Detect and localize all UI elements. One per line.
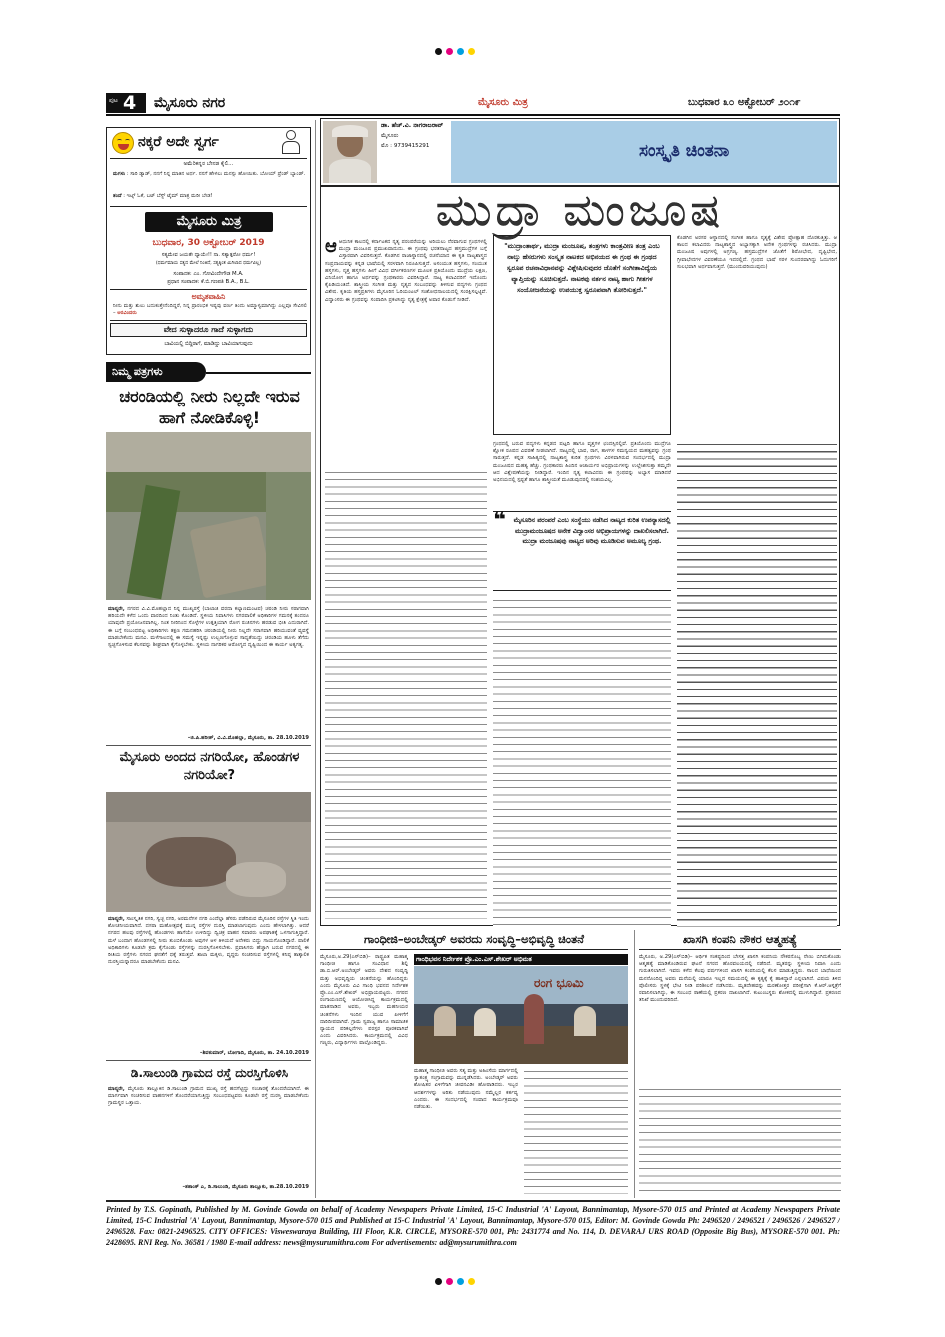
gandhi-story <box>320 930 628 1198</box>
author-photo <box>323 121 377 183</box>
letter-salutation: ಮಾನ್ಯರೇ, <box>108 606 125 612</box>
paper-name: ಮೈಸೂರು ಮಿತ್ರ <box>478 97 528 108</box>
gandhi-body-col1: ಮೈಸೂರು,ಅ.29(ಎಸ್‌ಬಿಡಿ)– ರಾಷ್ಟ್ರಪಿತ ಮಹಾತ್ಮ ಗಾಂಧೀಜಿ ಹಾಗೂ ಸಂವಿಧಾನ ಶಿಲ್ಪಿ ಡಾ.ಬಿ.ಆರ್.ಅಂಬೇಡ್ಕರ್ ಅವರು ದೇಶದ ಸಂವೃದ್ಧಿ ಮತ್ತು ಅಭಿವೃದ್ಧಿಯ ಚಿಂತನೆಯನ್ನು ಹೊಂದಿದ್ದರು ಎಂದು ಮೈಸೂರು ವಿವಿ ಗಾಂಧಿ ಭವನದ ನಿರ್ದೇಶಕ ಪ್ರೊ.ಎಂ.ಎಸ್.ಶೇಖರ್ ಅಭಿಪ್ರಾಯಪಟ್ಟರು. ನಗರದ ರಂಗಾಯಣದಲ್ಲಿ ಆಯೋಜಿಸಿದ್ದ ಕಾರ್ಯಕ್ರಮದಲ್ಲಿ ಮಾತನಾಡಿದ ಅವರು, ಇಬ್ಬರು ಮಹನೀಯರ ಚಿಂತನೆಗಳು ಇಂದಿನ ಯುವ ಪೀಳಿಗೆಗೆ ದಾರಿದೀಪವಾಗಿವೆ. ಗ್ರಾಮ ಸ್ವರಾಜ್ಯ ಹಾಗೂ ಸಾಮಾಜಿಕ ನ್ಯಾಯದ ಪರಿಕಲ್ಪನೆಗಳು ಪರಸ್ಪರ ಪೂರಕವಾಗಿವೆ ಎಂದು ವಿವರಿಸಿದರು. ಕಾರ್ಯಕ್ರಮದಲ್ಲಿ ವಿವಿಧ ಗಣ್ಯರು, ವಿದ್ಯಾರ್ಥಿಗಳು ಪಾಲ್ಗೊಂಡಿದ್ದರು. <box>320 954 408 1047</box>
suicide-body: ಮೈಸೂರು, ಅ.29(ಎಸ್‌ಬಿಡಿ)– ಆರ್ಥಿಕ ಸಂಕಷ್ಟದಿಂದ ಬೇಸತ್ತ ಖಾಸಗಿ ಕಂಪನಿಯ ನೌಕರನೊಬ್ಬ ನೇಣು ಬಿಗಿದುಕೊಂಡು ಆತ್ಮಹತ್ಯೆ ಮಾಡಿಕೊಂಡಿರುವ ಘಟನೆ ನಗರದ ಹೊರವಲಯದಲ್ಲಿ ನಡೆದಿದೆ. ಮೃತರನ್ನು ಸ್ಥಳೀಯ ನಿವಾಸಿ ಎಂದು ಗುರುತಿಸಲಾಗಿದೆ. ಇವರು ಕಳೆದ ಕೆಲವು ವರ್ಷಗಳಿಂದ ಖಾಸಗಿ ಕಂಪನಿಯಲ್ಲಿ ಕೆಲಸ ಮಾಡುತ್ತಿದ್ದರು. ಸಾಲದ ಬಾಧೆಯಿಂದ ಮನನೊಂದಿದ್ದ ಅವರು ಮನೆಯಲ್ಲಿ ಯಾರೂ ಇಲ್ಲದ ಸಮಯದಲ್ಲಿ ಈ ಕೃತ್ಯಕ್ಕೆ ಕೈ ಹಾಕಿದ್ದಾರೆ ಎನ್ನಲಾಗಿದೆ. ವಿಷಯ ತಿಳಿದ ಪೊಲೀಸರು ಸ್ಥಳಕ್ಕೆ ಭೇಟಿ ನೀಡಿ ಪರಿಶೀಲನೆ ನಡೆಸಿದರು. ಮೃತದೇಹವನ್ನು ಮರಣೋತ್ತರ ಪರೀಕ್ಷೆಗಾಗಿ ಕೆ.ಆರ್.ಆಸ್ಪತ್ರೆಗೆ ರವಾನಿಸಲಾಗಿದ್ದು, ಈ ಸಂಬಂಧ ಠಾಣೆಯಲ್ಲಿ ಪ್ರಕರಣ ದಾಖಲಾಗಿದೆ. ಕುಟುಂಬಸ್ಥರು ಶೋಕದಲ್ಲಿ ಮುಳುಗಿದ್ದಾರೆ. ಪ್ರಕರಣದ ತನಿಖೆ ಮುಂದುವರಿದಿದೆ. <box>639 954 841 1004</box>
ear-editor: ಸಂಪಾದಕ: ಎಂ. ಗೋವಿಂದೇಗೌಡ M.A. <box>173 271 244 277</box>
reg-dot-cyan <box>457 1278 464 1285</box>
author-phone: ಮೊ : 9739415291 <box>381 143 430 149</box>
feature-body-col1: ಆ ಆಧುನಿಕ ಕಾಲದಲ್ಲಿ ಕರ್ನಾಟಕದ ನೃತ್ಯ ಪರಂಪರೆಯನ್ನು ಅರಿಯಲು ನೆರವಾಗುವ ಗ್ರಂಥಗಳಲ್ಲಿ ಮುದ್ರಾ ಮಂಜೂಷ ಪ್ರಮುಖವಾದುದು. ಈ ಗ್ರಂಥವು ಭರತನಾಟ್ಯದ ಹಸ್ತಮುದ್ರೆಗಳ ಬಗ್ಗೆ ವಿಸ್ತಾರವಾಗಿ ವಿವರಿಸುತ್ತದೆ. ಕೊಡಗಿನ ರಾಜಾಸ್ಥಾನದಲ್ಲಿ ರಚನೆಯಾದ ಈ ಕೃತಿ ನಾಟ್ಯಶಾಸ್ತ್ರದ ಸಂಪ್ರದಾಯವನ್ನು ಕನ್ನಡ ಭಾಷೆಯಲ್ಲಿ ಸರಳವಾಗಿ ನಿರೂಪಿಸುತ್ತದೆ. ಅಸಂಯುತ ಹಸ್ತಗಳು, ಸಂಯುತ ಹಸ್ತಗಳು, ನೃತ್ತ ಹಸ್ತಗಳು ಹೀಗೆ ವಿವಿಧ ವರ್ಗೀಕರಣಗಳ ಮೂಲಕ ಪ್ರತಿಯೊಂದು ಮುದ್ರೆಯ ಲಕ್ಷಣ, ವಿನಿಯೋಗ ಹಾಗೂ ಅರ್ಥವನ್ನು ಗ್ರಂಥಕಾರರು ವಿವರಿಸಿದ್ದಾರೆ. ನಾಟ್ಯ ಕಲಾವಿದರಿಗೆ ಇದೊಂದು ಕೈಪಿಡಿಯಂತಿದೆ. ಶಾಸ್ತ್ರೀಯ ಸಂಗೀತ ಮತ್ತು ನೃತ್ಯದ ಸಂಬಂಧವನ್ನು ತಿಳಿಸುವ ಪದ್ಯಗಳು ಗ್ರಂಥದ ವಿಶೇಷ. ಕೃತಿಯ ಹಸ್ತಪ್ರತಿಗಳು ಮೈಸೂರಿನ ಓರಿಯಂಟಲ್ ಸಂಶೋಧನಾಲಯದಲ್ಲಿ ಸಂರಕ್ಷಿಸಲ್ಪಟ್ಟಿವೆ. ವಿದ್ವಾಂಸರು ಈ ಗ್ರಂಥವನ್ನು ಸಂಪಾದಿಸಿ ಪ್ರಕಟಿಸಿದ್ದು ನೃತ್ಯ ಕ್ಷೇತ್ರಕ್ಕೆ ಅಪಾರ ಕೊಡುಗೆ ನೀಡಿದೆ. <box>325 239 487 303</box>
masthead-rule <box>106 114 840 116</box>
feature-headline: ಮುದ್ರಾ ಮಂಜೂಷ <box>435 185 725 236</box>
letter-3-body: ಮಾನ್ಯರೇ, ಮೈಸೂರು ತಾಲ್ಲೂಕಿನ ಡಿ.ಸಾಲುಂಡಿ ಗ್ರಾಮದ ಮುಖ್ಯ ರಸ್ತೆ ಹದಗೆಟ್ಟಿದ್ದು ಸಂಚಾರಕ್ಕೆ ತೊಂದರೆಯಾಗಿದೆ. ಈ ಮಾರ್ಗವಾಗಿ ಸಂಚರಿಸುವ ವಾಹನಗಳಿಗೆ ತೊಂದರೆಯಾಗುತ್ತಿದ್ದು ಸಂಬಂಧಪಟ್ಟವರು ಕೂಡಲೇ ರಸ್ತೆ ದುರಸ್ತಿ ಮಾಡಬೇಕೆಂದು ಗ್ರಾಮಸ್ಥರ ಒತ್ತಾಯ. <box>108 1086 309 1107</box>
feature-body-col1-continued <box>325 469 487 919</box>
masthead <box>106 93 840 115</box>
reg-dot-yellow <box>468 48 475 55</box>
letter-salutation: ಮಾನ್ಯರೇ, <box>108 916 125 922</box>
quote-mark-icon: ❝ <box>493 508 506 533</box>
humour-title: ನಕ್ಕರೆ ಅದೇ ಸ್ವರ್ಗ <box>138 134 219 150</box>
pull-quote-1: "ಮುದ್ರಾಂತಾರ್ಥ, ಮುದ್ರಾ ಮಂಜೂಷ, ತಂತ್ರಗಳು ಕಾಂತ್ರವೀಣ ತಂತ್ರ ಎಂಬ ನಾಲ್ಕು ಹೆಸರುಗಳು ಸಂಸ್ಕೃತ ನಾಟಕದ ಅಭಿನಯದ ಈ ಗ್ರಂಥ ಈ ಗ್ರಂಥದ ಸ್ವರೂಪ ರಚನಾವಿಧಾನವನ್ನು ವಿಶ್ಲೇಷಿಸುವುದರ ಜೊತೆಗೆ ಸಂಗೀತಾವಿದ್ಯೆಯ ವ್ಯಾಪ್ತಿಯನ್ನು ಸೂಚಿಸುತ್ತದೆ. ನಾಟಕವು ನರ್ತನ ನಾಟ್ಯ ಹಾಗು ಗೀತಗಳ ಸಂಯೋಜನೆಯನ್ನು ಉಪಯುಕ್ತ ಸ್ವರೂಪವಾಗಿ ತೋರಿಸುತ್ತದೆ." <box>493 235 671 435</box>
drop-cap: ಆ <box>325 239 337 257</box>
reg-dot-yellow <box>468 1278 475 1285</box>
amrutavani-author: ಅರವಿಂದರು <box>117 310 137 317</box>
cartoon-figure-icon <box>278 130 304 156</box>
humour-speaker: ತಂದೆ <box>113 193 122 199</box>
suicide-headline: ಖಾಸಗಿ ಕಂಪನಿ ನೌಕರ ಆತ್ಮಹತ್ಯೆ <box>682 932 798 946</box>
feature-body-col2: ಗ್ರಂಥದಲ್ಲಿ ಬರುವ ಪದ್ಯಗಳು ಕನ್ನಡದ ಷಟ್ಪದಿ ಹಾಗೂ ವೃತ್ತಗಳ ಛಂದಸ್ಸಿನಲ್ಲಿವೆ. ಪ್ರತಿಯೊಂದು ಮುದ್ರೆಗೂ ಶ್ಲೋಕ ರೂಪದ ವಿವರಣೆ ನೀಡಲಾಗಿದೆ. ನಾಟ್ಯದಲ್ಲಿ ಭಾವ, ರಾಗ, ತಾಳಗಳ ಸಮನ್ವಯದ ಮಹತ್ವವನ್ನು ಗ್ರಂಥ ಸಾರುತ್ತದೆ. ಕನ್ನಡ ಸಾಹಿತ್ಯದಲ್ಲಿ ನಾಟ್ಯಶಾಸ್ತ್ರ ಕುರಿತ ಗ್ರಂಥಗಳು ವಿರಳವಾಗಿರುವ ಸಂದರ್ಭದಲ್ಲಿ ಮುದ್ರಾ ಮಂಜೂಷದ ಮಹತ್ವ ಹೆಚ್ಚು. ಗ್ರಂಥಕಾರರು ಹಿಂದಿನ ಆಚಾರ್ಯರ ಅಭಿಪ್ರಾಯಗಳನ್ನು ಉಲ್ಲೇಖಿಸುತ್ತಾ ತಮ್ಮದೇ ಆದ ವಿಶ್ಲೇಷಣೆಯನ್ನು ನೀಡಿದ್ದಾರೆ. ಇಂದಿನ ನೃತ್ಯ ಕಲಾವಿದರು ಈ ಗ್ರಂಥವನ್ನು ಅಭ್ಯಾಸ ಮಾಡಿದರೆ ಅಭಿನಯದಲ್ಲಿ ಸ್ಪಷ್ಟತೆ ಹಾಗೂ ಶಾಸ್ತ್ರೀಯತೆ ಮೂಡುವುದರಲ್ಲಿ ಸಂಶಯವಿಲ್ಲ. <box>493 441 671 484</box>
letter-2-signature: –ಶಿವಕುಮಾರ್, ಬೋಗಾದಿ, ಮೈಸೂರು, ತಾ. 24.10.2019 <box>199 1050 309 1056</box>
registration-marks-bottom <box>435 1270 479 1289</box>
letter-1-headline: ಚರಂಡಿಯಲ್ಲಿ ನೀರು ನಿಲ್ಲದೇ ಇರುವ ಹಾಗೆ ನೋಡಿಕೊಳ್ಳಿ! <box>119 387 300 427</box>
ear-date: ಬುಧವಾರ, 30 ಅಕ್ಟೋಬರ್ 2019 <box>152 238 265 248</box>
ear-motto: ಸತ್ಯಮೇವ ಜಯತೇ ಧ್ಯಾಯೇ!! ನಾ. ಸತ್ಯಾತ್ಪರೋ ಧರ್ಮ! <box>161 252 256 258</box>
humour-speaker: ಮಗಳು <box>113 171 126 177</box>
imprint-line: Printed by T.S. Gopinath, Published by M. Govinde Gowda on behalf of Academy Newspapers Private Limited, 15-C Industrial 'A' Layout, Bannimantap, Mysore-570 015 and Printed at Academy Newspapers Private Limited, 15-C Industrial 'A' Layout, Bannimantap, Mysore-570 015 and Published at 15-C Industrial 'A' Layout, Bannimantap, Mysore-570 015, Editor: M. Govinde Gowda Ph: 2496520 / 2496521 / 2496526 / 2496527 / 2496528. Fax: 0821-2496525. CITY OFFICES: Visweswaraya Building, III Floor, K.R. CIRCLE, MYSORE-570 001, Ph: 2431774 and No. 114, D. DEVARAJ URS ROAD (Opposite Big Bus), MYSORE-570 001. Ph: 2428695. RNI Reg. No. 36581 / 1980 E-mail address: news@mysurumithra.com For advertisements: ad@mysurumithra.com <box>106 1205 840 1247</box>
reg-dot-magenta <box>446 1278 453 1285</box>
column-banner: ಸಂಸ್ಕೃತಿ ಚಿಂತನಾ <box>451 121 837 183</box>
ear-deputy: ಪ್ರಧಾನ ಸಂಪಾದಕ: ಕೆ.ಬಿ.ಗಣಪತಿ B.A., B.L. <box>167 279 250 285</box>
pull-quote-2: ❝ ಮೈಸೂರಿನ ಪರಂಪರೆ ಎಂಬ ಸಂಸ್ಥೆಯು ನಡೆಸಿದ ನಾಟ್ಯದ ಕುರಿತ ಉಪನ್ಯಾಸದಲ್ಲಿ ಮುದ್ರಾಮಂಜೂಷದ ಅನೇಕ ವಿದ್ವಾಂಸರ ಅಭಿಪ್ರಾಯಗಳನ್ನು ದಾಖಲಿಸಲಾಗಿದೆ. ಮುದ್ರಾ ಮಂಜೂಷವು ನಾಟ್ಯದ ಅರಿವು ಮೂಡಿಸುವ ಅಮೂಲ್ಯ ಗ್ರಂಥ. <box>493 511 671 591</box>
feature-article <box>320 118 840 926</box>
letter-salutation: ಮಾನ್ಯರೇ, <box>108 1086 125 1092</box>
page-number: 4 <box>123 92 137 114</box>
gandhi-body-col3 <box>524 1068 628 1194</box>
letter-3-signature: –ಶಶಾಂಕ್ ಎ, ಡಿ.ಸಾಲುಂಡಿ, ಮೈಸೂರು ತಾಲ್ಲೂಕು, ತಾ.28.10.2019 <box>182 1184 309 1190</box>
reg-dot-magenta <box>446 48 453 55</box>
letter-3-headline: ಡಿ.ಸಾಲುಂಡಿ ಗ್ರಾಮದ ರಸ್ತೆ ದುರಸ್ತಿಗೊಳಿಸಿ <box>130 1066 289 1080</box>
ear-note: (ಧರ್ಮಮಾಯ ಸತ್ಯದ ಮೇಲೆ ನಿಂತಿದೆ, ಸತ್ಯಕ್ಕಿಂತ ಮಿಗಿಲಾದ ಧರ್ಮವಿಲ್ಲ) <box>155 261 262 266</box>
page-number-box <box>106 93 146 113</box>
humour-intro: ಅಮೆರಿಕನ್ನರ ಬೇನಡ ಕೈಲಿ... <box>183 161 234 167</box>
feature-body-col3: ಕೊಡಗಿನ ಅರಸರ ಆಸ್ಥಾನದಲ್ಲಿ ಸಂಗೀತ ಹಾಗೂ ನೃತ್ಯಕ್ಕೆ ವಿಶೇಷ ಪ್ರೋತ್ಸಾಹ ದೊರಕುತ್ತಿತ್ತು. ಆ ಕಾಲದ ಕಲಾವಿದರು ನಾಟ್ಯಶಾಸ್ತ್ರದ ಅಭ್ಯಾಸಕ್ಕಾಗಿ ಅನೇಕ ಗ್ರಂಥಗಳನ್ನು ರಚಿಸಿದರು. ಮುದ್ರಾ ಮಂಜೂಷ ಅವುಗಳಲ್ಲಿ ಅಗ್ರಗಣ್ಯ. ಹಸ್ತಮುದ್ರೆಗಳ ಜೊತೆಗೆ ಶಿರೋಭೇದ, ದೃಷ್ಟಿಭೇದ, ಗ್ರೀವಾಭೇದಗಳ ವಿವರಣೆಯೂ ಇದರಲ್ಲಿದೆ. ಗ್ರಂಥದ ಭಾಷೆ ಸರಳ ಸುಂದರವಾಗಿದ್ದು ಓದುಗರಿಗೆ ಸುಲಭವಾಗಿ ಅರ್ಥವಾಗುತ್ತದೆ. (ಮುಂದುವರಿಯುವುದು) <box>677 235 837 270</box>
humour-box <box>106 127 311 355</box>
reg-dot-black <box>435 1278 442 1285</box>
letter-1-body: ಮಾನ್ಯರೇ, ನಗರದ ವಿ.ವಿ.ಮೊಹಲ್ಲಾದ ನಿನ್ನ ಮುಖ್ಯರಸ್ತೆ (ಬಾಲಾಜಿ ವರದಾ ಕಲ್ಯಾಣಮಂಟಪ) ಚರಂಡಿ ನೀರು ಸರಾಗವಾಗಿ ಹರಿಯದೇ ಕಳೆದ ಒಂದು ವಾರದಿಂದ ನಿಂತು ಕೊಂಡಿದೆ. ಸ್ಥಳೀಯ ನಿವಾಸಿಗಳು ನಗರಪಾಲಿಕೆ ಅಧಿಕಾರಿಗಳ ಗಮನಕ್ಕೆ ತಂದರೂ ಯಾವುದೇ ಪ್ರಯೋಜನವಾಗಿಲ್ಲ. ನಿಂತ ನೀರಿನಿಂದ ಸೊಳ್ಳೆಗಳ ಉತ್ಪತ್ತಿಯಾಗಿ ರೋಗ ರುಜಿನಗಳು ಹರಡುವ ಭೀತಿ ಎದುರಾಗಿದೆ. ಈ ಬಗ್ಗೆ ಸಂಬಂಧಪಟ್ಟ ಅಧಿಕಾರಿಗಳು ತಕ್ಷಣ ಗಮನಹರಿಸಿ ಚರಂಡಿಯಲ್ಲಿ ನೀರು ನಿಲ್ಲದೇ ಸರಾಗವಾಗಿ ಹರಿಯುವಂತೆ ವ್ಯವಸ್ಥೆ ಮಾಡಬೇಕೆಂದು ಮನವಿ. ಮಳೆಗಾಲದಲ್ಲಿ ಈ ಸಮಸ್ಯೆ ಇನ್ನಷ್ಟು ಉಲ್ಬಣಗೊಳ್ಳುವ ಸಾಧ್ಯತೆಯಿದ್ದು ಚರಂಡಿಯ ಹೂಳು ತೆಗೆದು ಸ್ವಚ್ಛಗೊಳಿಸುವ ಕೆಲಸವನ್ನು ಶೀಘ್ರವಾಗಿ ಕೈಗೊಳ್ಳಬೇಕು. ಸ್ಥಳೀಯ ನಾಗರಿಕರ ಆರೋಗ್ಯದ ದೃಷ್ಟಿಯಿಂದ ಈ ಕಾರ್ಯ ಅತ್ಯಗತ್ಯ. <box>108 606 309 649</box>
gandhi-body-col2: ಮಹಾತ್ಮ ಗಾಂಧೀಜಿ ಅವರು ಸತ್ಯ ಮತ್ತು ಅಹಿಂಸೆಯ ಮಾರ್ಗದಲ್ಲಿ ಸ್ವಾತಂತ್ರ್ಯ ಸಂಗ್ರಾಮವನ್ನು ಮುನ್ನಡೆಸಿದರು. ಅಂಬೇಡ್ಕರ್ ಅವರು ಶೋಷಿತರ ಏಳಿಗೆಗಾಗಿ ಜೀವನವಿಡೀ ಹೋರಾಡಿದರು. ಇಬ್ಬರ ಆದರ್ಶಗಳನ್ನು ಅರಿತು ನಡೆಯುವುದು ನಮ್ಮೆಲ್ಲರ ಕರ್ತವ್ಯ ಎಂದರು. ಈ ಸಂದರ್ಭದಲ್ಲಿ ಸಂವಾದ ಕಾರ್ಯಕ್ರಮವೂ ನಡೆಯಿತು. <box>414 1068 518 1111</box>
feature-body-col2-continued <box>493 597 671 927</box>
gandhi-event-photo <box>414 966 628 1064</box>
humour-text: ಸಾರಿ ಡ್ಯಾಡ್, ನನಗೆ ನಿನ್ನ ಮಾತಿನ ಅರ್ಥ. ನನಗೆ ಹೇಳಲು ಮನಸ್ಸು ಹೋಯಿತು. ಬೋಯ್ ಫ್ರೆಂಡ್ ಬ್ಯಾಂಡ್. <box>130 171 306 177</box>
gandhi-photo-caption: ಗಾಂಧಿಭವನ ನಿರ್ದೇಶಕ ಪ್ರೊ.ಎಂ.ಎಸ್.ಶೇಖರ್ ಅಭಿಮತ <box>414 954 628 965</box>
letter-1-signature: –ಜಿ.ಪಿ.ಹರೀಶ್, ವಿ.ವಿ.ಮೊಹಲ್ಲಾ, ಮೈಸೂರು, ತಾ. 28.10.2019 <box>187 735 309 741</box>
suicide-body-continued <box>639 1086 841 1194</box>
dateline: ಬುಧವಾರ ೩೦ ಅಕ್ಟೋಬರ್ ೨೦೧೯ <box>688 97 801 108</box>
veda-banner: ವೇದ ಸುಳ್ಳಾದರೂ ಗಾದೆ ಸುಳ್ಳಾಗದು <box>110 323 307 337</box>
veda-text: ಬಾವಿಯಲ್ಲಿ ಬಿದ್ದಿರಾಗೆ, ಮಾಡಿದ್ದು ಬಾವಿಯಾಗುವುದು <box>164 341 253 347</box>
humour-text: ಇಟ್ಸ್ ಓಕೆ, ಬಟ್ ಬೆಸ್ಟ್ ಟೈಮ್ ಮಾತ್ರ ಮರೀ ಬೇಡ! <box>126 193 213 199</box>
humour-line-1: ಮಗಳು : ಸಾರಿ ಡ್ಯಾಡ್, ನನಗೆ ನಿನ್ನ ಮಾತಿನ ಅರ್ಥ. ನನಗೆ ಹೇಳಲು ಮನಸ್ಸು ಹೋಯಿತು. ಬೋಯ್ ಫ್ರೆಂಡ್ ಬ್ಯಾಂಡ್. <box>113 171 306 177</box>
gandhi-headline: ಗಾಂಧೀಜಿ–ಅಂಬೇಡ್ಕರ್ ಅವರದು ಸಂವೃದ್ಧಿ–ಅಭಿವೃದ್ಧಿ ಚಿಂತನೆ <box>364 932 584 946</box>
section-name: ಮೈಸೂರು ನಗರ <box>154 95 226 111</box>
column-divider <box>315 120 316 1198</box>
registration-marks-top <box>435 40 479 59</box>
reg-dot-cyan <box>457 48 464 55</box>
letters-header: ನಿಮ್ಮ ಪತ್ರಗಳು <box>106 362 206 382</box>
letter-2-photo <box>106 792 311 912</box>
amrutavani-title: ಅಮೃತವಾಹಿನಿ <box>191 292 226 301</box>
letters-section <box>106 362 311 1198</box>
letter-1-photo <box>106 432 311 600</box>
paper-logo: ಮೈಸೂರು ಮಿತ್ರ <box>145 212 273 232</box>
amrutavani-text: ನೀನು ಮತ್ತು ಶುಲು ಬದುಕುತ್ತೇನೆಂದಿದ್ದರೆ, ನಿನ್ನ ಪ್ರಾರಂಭಿಕ ಇಷ್ಟವು ವರ್ಣ ತಿಂದು ಅಮ್ಮಾಳ್ವಮಾಗಿದ್ದು ಎಲ್ಲವೂ ಸೇವಿಸಲಿ – ಅರವಿಂದರು <box>113 303 307 317</box>
suicide-story <box>634 930 840 1198</box>
letter-2-body: ಮಾನ್ಯರೇ, ಸಾಂಸ್ಕೃತಿಕ ನಗರಿ, ಸ್ವಚ್ಛ ನಗರಿ, ಅರಮನೆಗಳ ನಗರಿ ಎಂದೆಲ್ಲಾ ಹೆಸರು ಪಡೆದಿರುವ ಮೈಸೂರಿನ ರಸ್ತೆಗಳ ಸ್ಥಿತಿ ಇಂದು ಶೋಚನೀಯವಾಗಿದೆ. ದಸರಾ ಮಹೋತ್ಸವಕ್ಕೆ ಮುನ್ನ ರಸ್ತೆಗಳ ದುರಸ್ತಿ ಮಾಡಲಾಗುವುದು ಎಂದು ಹೇಳಲಾಗಿತ್ತು. ಆದರೆ ನಗರದ ಹಲವು ರಸ್ತೆಗಳಲ್ಲಿ ಹೊಂಡಗಳು ಹಾಗೆಯೇ ಉಳಿದಿದ್ದು ದ್ವಿಚಕ್ರ ವಾಹನ ಸವಾರರು ಅಪಘಾತಕ್ಕೆ ಒಳಗಾಗುತ್ತಿದ್ದಾರೆ. ಮಳೆ ಬಂದಾಗ ಹೊಂಡಗಳಲ್ಲಿ ನೀರು ತುಂಬಿಕೊಂಡು ಅವುಗಳ ಆಳ ತಿಳಿಯದೆ ಅನೇಕರು ಬಿದ್ದು ಗಾಯಗೊಂಡಿದ್ದಾರೆ. ಪಾಲಿಕೆ ಅಧಿಕಾರಿಗಳು ಕೂಡಲೇ ಕ್ರಮ ಕೈಗೊಂಡು ರಸ್ತೆಗಳನ್ನು ದುರಸ್ತಿಗೊಳಿಸಬೇಕು. ಪ್ರವಾಸಿಗರು ಹೆಚ್ಚಾಗಿ ಬರುವ ನಗರದಲ್ಲಿ ಈ ರೀತಿಯ ರಸ್ತೆಗಳು ನಗರದ ಘನತೆಗೆ ಧಕ್ಕೆ ತರುತ್ತವೆ. ಶಾಲಾ ಮಕ್ಕಳು, ವೃದ್ಧರು ಸಂಚರಿಸುವ ರಸ್ತೆಗಳಲ್ಲಿ ಕನಿಷ್ಠ ತಾತ್ಕಾಲಿಕ ದುರಸ್ತಿಯನ್ನಾದರೂ ಮಾಡಬೇಕೆಂದು ಮನವಿ. <box>108 916 309 966</box>
humour-header <box>110 132 307 154</box>
author-name: ಡಾ. ಹೆಚ್.ವಿ. ನಾಗರಾಜರಾವ್ <box>381 122 444 129</box>
reg-dot-black <box>435 48 442 55</box>
feature-body-col3-continued <box>677 441 837 927</box>
stage-banner: ರಂಗ ಭೂಮಿ <box>414 966 628 1004</box>
page-label: ಪುಟ <box>109 97 118 104</box>
laughing-face-icon <box>112 132 134 154</box>
humour-line-2: ತಂದೆ : ಇಟ್ಸ್ ಓಕೆ, ಬಟ್ ಬೆಸ್ಟ್ ಟೈಮ್ ಮಾತ್ರ ಮರೀ ಬೇಡ! <box>113 193 213 199</box>
letter-2-headline: ಮೈಸೂರು ಅಂದದ ನಗರಿಯೋ, ಹೊಂಡಗಳ ನಗರಿಯೋ? <box>119 750 300 783</box>
author-city: ಮೈಸೂರು <box>381 133 399 139</box>
